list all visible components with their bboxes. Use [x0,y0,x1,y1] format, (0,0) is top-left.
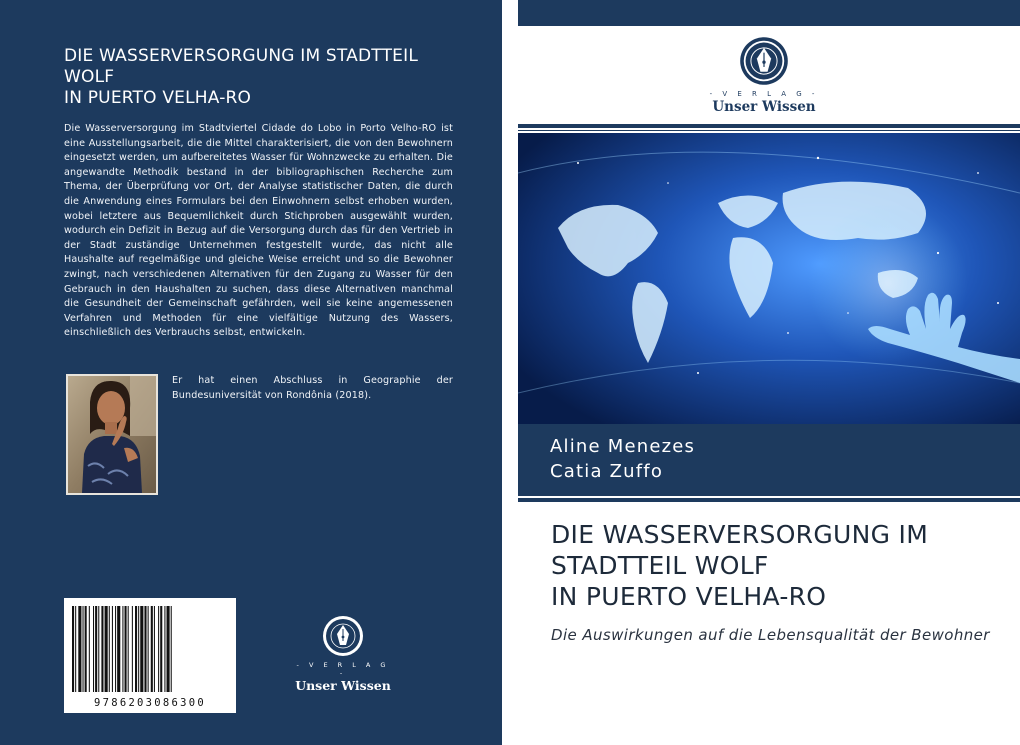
barcode-bar [89,606,90,692]
isbn-barcode [64,598,236,713]
barcode-bar [135,606,137,692]
barcode-bar [167,606,170,692]
barcode-bar [117,606,120,692]
back-cover-title [64,46,464,109]
barcode-bar [164,606,165,692]
author-name: Aline Menezes [550,436,696,457]
barcode-bar [148,606,149,692]
isbn-digits: 9786203086300 [93,697,207,709]
spine [502,0,518,745]
divider-rule [518,124,1020,128]
barcode-bar [78,606,81,692]
back-title-line: IN PUERTO VELHA-RO [64,88,252,108]
barcode-bar [158,606,159,692]
barcode-bar [98,606,99,692]
front-top-bar [518,0,1020,26]
back-cover-blurb: Die Wasserversorgung im Stadtviertel Cidade do Lobo in Porto Velho-RO ist eine Ausstellungsarbeit, die die Mittel charakterisiert, die von den Bewohnern eingesetzt werden, um aufbereitetes Wasser für Wohnzwecke zu erhalten. Die angewandte Methodik bestand in der bibliographischen Recherche zum Thema, der Überprüfung vor Ort, der Analyse statistischer Daten, die durch die Anwendung eines Formulars bei den Einwohnern selbst erhoben wurden, wobei letztere aus Bequemlichkeit durch Stichproben ausgewählt wurden, wodurch ein Defizit in Bezug auf die Versorgung durch das für den Vertrieb in der Stadt zuständige Unternehmen festgestellt wurde, das nicht alle Haushalte auf regelmäßige und gleiche Weise erreicht und so die Bewohner zwingt, nach verschiedenen Alternativen für den Zugang zu Wasser für den Gebrauch in den Haushalten zu suchen, dass diese Alternativen manchmal die Gesundheit der Gemeinschaft gefährden, weil sie keine angemessenen Verfahren und Methoden für eine vielfältige Nutzung des Wassers, einschließlich des Verbrauchs selbst, entwickeln. [64,123,453,339]
barcode-bar [171,606,172,692]
front-publisher-logo [704,36,824,116]
barcode-bar [112,606,113,692]
barcode-bar [160,606,162,692]
barcode-bar [128,606,129,692]
back-title-line: WOLF [64,67,115,87]
barcode-bar [138,606,139,692]
barcode-bar [125,606,127,692]
barcode-bar [109,606,110,692]
barcode-bar [122,606,123,692]
front-title-line: IN PUERTO VELHA-RO [551,582,827,611]
divider-rule [518,498,1020,502]
author-bio: Er hat einen Abschluss in Geographie der Bundesuniversität von Rondônia (2018). [172,375,453,401]
barcode-bar [93,606,94,692]
barcode-bar [85,606,87,692]
barcode-bar [151,606,153,692]
barcode-bars [70,606,230,692]
fountain-pen-nib-seal-icon [322,615,364,657]
publisher-verlag-label: - V E R L A G - [709,90,819,98]
barcode-bar [154,606,155,692]
publisher-name: Unser Wissen [712,99,816,115]
barcode-bar [144,606,146,692]
barcode-bar [83,606,84,692]
barcode-bar [105,606,108,692]
front-cover-subtitle: Die Auswirkungen auf die Lebensqualität der Bewohner [551,626,990,644]
back-cover [0,0,502,745]
barcode-bar [132,606,133,692]
back-publisher-logo [293,615,393,693]
author-name: Catia Zuffo [550,461,664,482]
barcode-bar [101,606,103,692]
barcode-bar [95,606,97,692]
back-title-line: DIE WASSERVERSORGUNG IM STADTTEIL [64,46,418,66]
front-title-line: STADTTEIL WOLF [551,551,769,580]
barcode-bar [72,606,74,692]
barcode-bar [115,606,116,692]
publisher-name: Unser Wissen [295,678,391,693]
front-cover-title [551,519,1001,612]
divider-rule-thin [518,130,1020,131]
barcode-bar [75,606,76,692]
fountain-pen-nib-seal-icon [739,36,789,86]
author-band [518,424,1020,496]
barcode-bar [140,606,143,692]
publisher-verlag-label: - V E R L A G - [296,661,390,677]
hero-image-world-hand [518,133,1020,424]
front-title-line: DIE WASSERVERSORGUNG IM [551,520,929,549]
author-photo [66,374,158,495]
